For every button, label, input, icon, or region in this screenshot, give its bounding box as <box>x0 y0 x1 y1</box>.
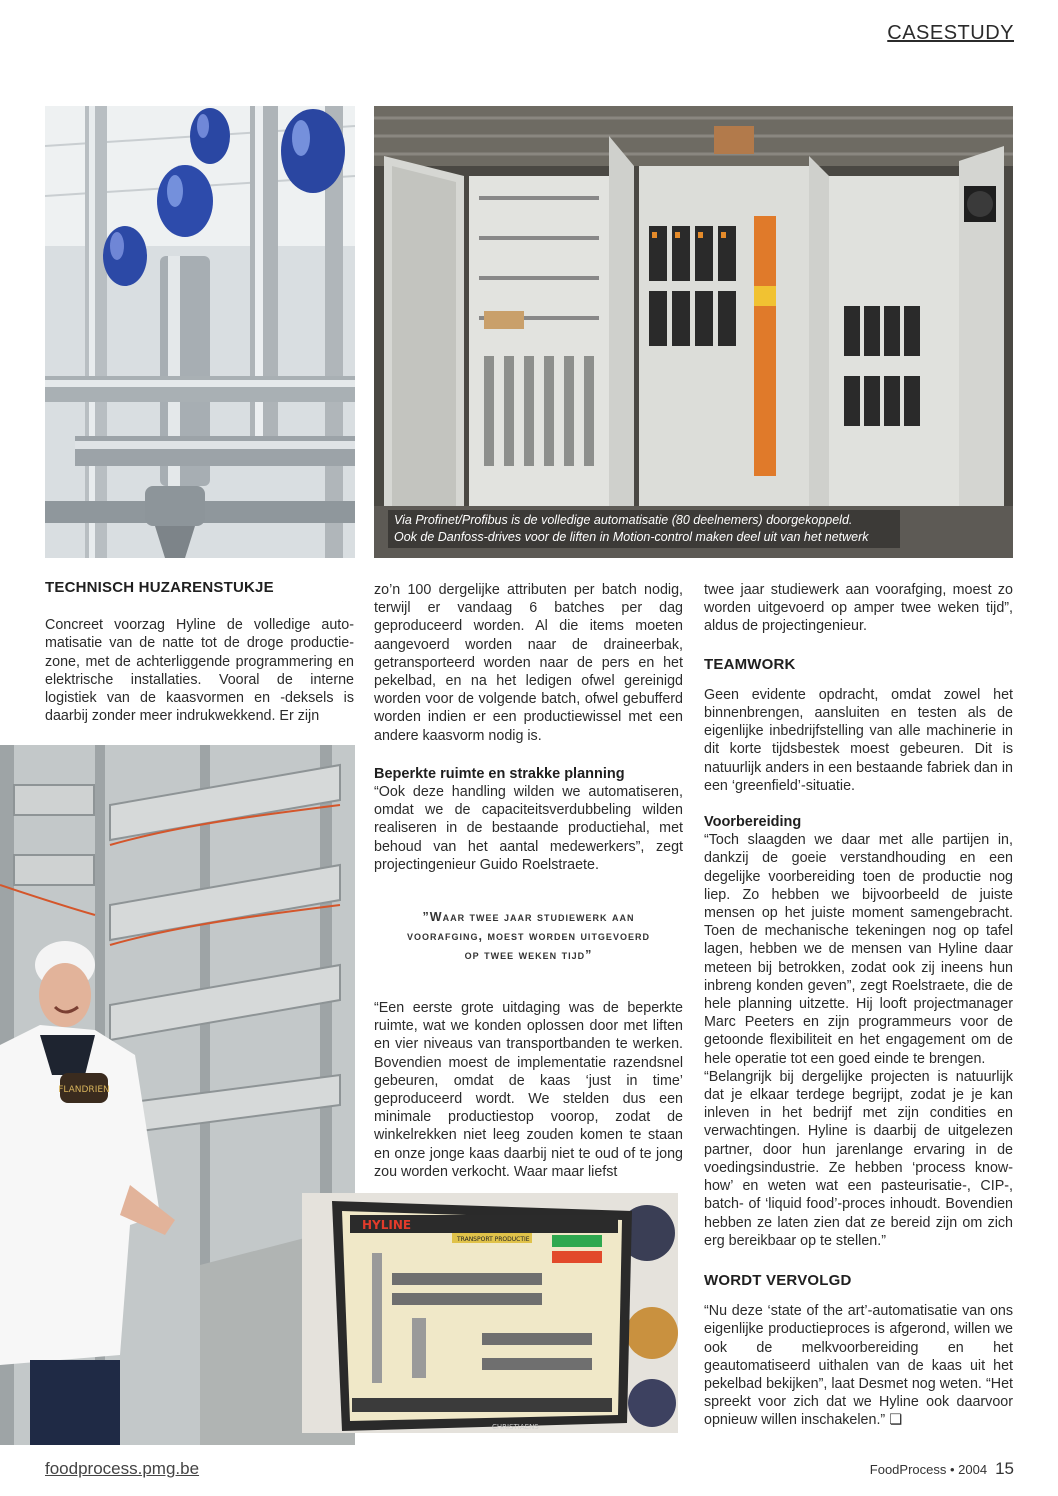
hyline-monitor-photo <box>302 1193 678 1433</box>
col3-paragraph-1: twee jaar studiewerk aan voorafging, moest zo worden uitgevoerd op amper twee weken tijd”, aldus de projectingenieur. <box>704 582 1013 635</box>
footer-publication <box>870 1459 1014 1479</box>
column-1 <box>45 579 354 725</box>
pull-quote-line-2: voorafging, moest worden uitgevoerd <box>407 929 650 944</box>
heading-technisch-huzarenstukje: TECHNISCH HUZARENSTUKJE <box>45 579 274 596</box>
column-3 <box>704 581 1013 1430</box>
column-2 <box>374 581 683 1181</box>
control-cabinets-photo <box>374 106 1013 558</box>
section-label: CASESTUDY <box>887 22 1014 44</box>
subheading-beperkte-ruimte: Beperkte ruimte en strakke planning <box>374 765 625 782</box>
monitor-title-text: TRANSPORT PRODUCTIE <box>457 1236 530 1243</box>
col1-paragraph: Concreet voorzag Hyline de volledige automatisatie van de natte tot de droge productiezone, met de achterliggende programmering en elektrische installaties. Vooral de interne logistiek van de kaasvormen en -deksels is daarbij zonder meer indrukwekkend. Er zijn <box>45 617 354 725</box>
col2-paragraph-2: “Ook deze handling wilden we automatiseren, omdat we de capaciteitsverdubbeling wilden realiseren in de bestaande productiehal, met behoud van het aantal medewerkers”, zegt projectingenieur Guido Roelstraete. <box>374 784 683 873</box>
col2-paragraph-3: “Een eerste grote uitdaging was de beperkte ruimte, wat we konden oplossen door met liften en vier niveaus van transportbanden te werken. Bovendien moest de implementatie razendsnel gebeuren, omdat de kaas ‘just in time’ geproduceerd wordt. We stelden dus een minimale productiestop voorop, zodat de winkelrekken niet leeg zouden komen te staan en onze jonge kaas daarbij niet te oud of te jong zou worden verkocht. Waar maar liefst <box>374 1000 683 1180</box>
pull-quote-line-1: ”Waar twee jaar studiewerk aan <box>422 910 635 925</box>
col3-paragraph-vervolgd <box>704 1302 1013 1429</box>
caption-line-1: Via Profinet/Profibus is de volledige automatisatie (80 deelnemers) doorgekoppeld. <box>394 513 853 527</box>
caption-line-2: Ook de Danfoss-drives voor de liften in Motion-control maken deel uit van het netwerk <box>394 530 869 544</box>
page-number: 15 <box>995 1459 1014 1478</box>
col3-paragraph-voorbereiding-1: “Toch slaagden we daar met alle partijen in, dankzij de goeie verstandhouding en een degelijke voorbereiding toen de productie nog liep. Zo hebben we bijvoorbeeld de juiste mensen op het juiste moment samengebracht. Toen de mechanische tekeningen nog op tafel lagen, hebben we de mensen van Hyline daar meteen bij betrokken, zodat ook zij ineens hun inbreng konden geven”, zegt Roelstraete, die de hele planning uitzette. Hij looft projectmanager Marc Peeters en zijn programmeurs voor de getoonde flexibiliteit en het engagement om de hele operatie tot een goed einde te brengen. <box>704 832 1013 1067</box>
col2-paragraph-1: zo’n 100 dergelijke attributen per batch nodig, terwijl er vandaag 6 batches per dag geproduceerd worden. Al die items moeten aangevoerd worden naar de draineerbak, getransporteerd worden naar de pers en het pekelbad, en na het ledigen ofwel gereinigd worden voor de volgende batch, ofwel gebufferd worden indien er een productiewissel met een andere kaasvorm nodig is. <box>374 582 683 744</box>
end-mark-icon: ❏ <box>889 1412 903 1429</box>
heading-teamwork: TEAMWORK <box>704 655 796 673</box>
col3-paragraph-voorbereiding-2: “Belangrijk bij dergelijke projecten is natuurlijk dat je elkaar terdege begrijpt, zodat je je kan inleven in het bedrijf met zijn condities en verwachtingen. Hyline is daarbij de uitgelezen partner, door hun jarenlange ervaring in de voedingsindustrie. Ze hebben ‘process know-how’ en weten wat een pasteurisatie-, CIP-, batch- of ‘liquid food’-proces inhoudt. Bovendien hebben ze laten zien dat ze bereid zijn om zich erg bereikbaar op te stellen.” <box>704 1068 1013 1249</box>
pull-quote <box>374 908 683 965</box>
footer-publication-name: FoodProcess • 2004 <box>869 1462 988 1477</box>
monitor-brand-text: HYLINE <box>362 1218 412 1232</box>
monitor-maker-text: CHRISTIAENS <box>492 1423 539 1431</box>
col3-paragraph-teamwork: Geen evidente opdracht, omdat zowel het binnenbrengen, aansluiten en testen als de eigenlijke inbedrijfstelling van alle machinerie in dit korte tijdsbestek moest gebeuren. Dit is natuurlijk anders in een bestaande fabriek dan in een ‘greenfield’-situatie. <box>704 686 1013 794</box>
footer-website-link[interactable]: foodprocess.pmg.be <box>45 1459 200 1478</box>
col3-paragraph-vervolgd-text: “Nu deze ‘state of the art’-automatisatie van ons eigenlijke productieproces is afgerond, willen we ook de melkvoorbereiding en het geautomatiseerd uithalen van de kaas uit het pekelbad bekijken”, laat Desmet nog weten. “Het spreekt voor zich dat we Hyline ook daarvoor opnieuw willen inschakelen.” <box>704 1303 1013 1429</box>
subheading-voorbereiding: Voorbereiding <box>704 814 802 831</box>
cap-badge-text: FLANDRIEN <box>58 1085 110 1095</box>
pipes-valves-photo <box>45 106 355 558</box>
photo-caption <box>388 510 900 548</box>
heading-wordt-vervolgd: WORDT VERVOLGD <box>704 1271 852 1289</box>
pull-quote-line-3: op twee weken tijd” <box>464 948 593 963</box>
